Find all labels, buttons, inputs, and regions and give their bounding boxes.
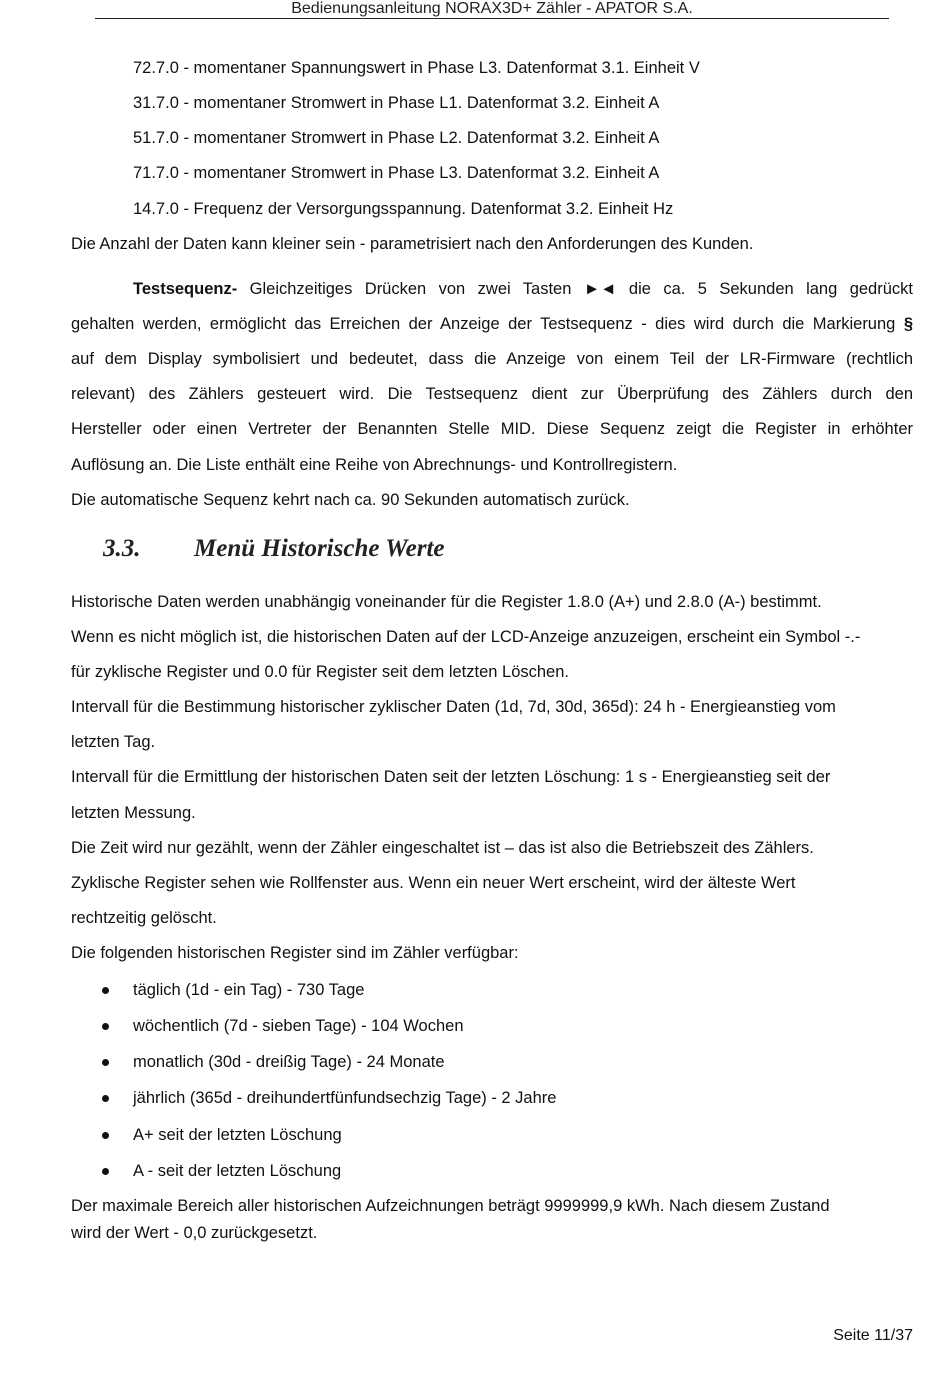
paragraph-line: Intervall für die Ermittlung der historischen Daten seit der letzten Löschung: 1 s - Energieanstieg seit der <box>71 768 831 786</box>
testsequence-line-1 <box>133 279 913 299</box>
paragraph-line: letzten Tag. <box>71 733 156 751</box>
list-item: täglich (1d - ein Tag) - 730 Tage <box>133 981 365 999</box>
page-number: Seite 11/37 <box>833 1327 913 1344</box>
section-mark: § <box>903 315 913 333</box>
section-title: Menü Historische Werte <box>194 535 445 562</box>
paragraph-line: Die Zeit wird nur gezählt, wenn der Zähler eingeschaltet ist – das ist also die Betriebszeit des Zählers. <box>71 839 814 857</box>
register-line: 72.7.0 - momentaner Spannungswert in Phase L3. Datenformat 3.1. Einheit V <box>133 59 700 77</box>
testsequence-line-2 <box>71 314 913 334</box>
register-line: 71.7.0 - momentaner Stromwert in Phase L3. Datenformat 3.2. Einheit A <box>133 164 660 182</box>
paragraph-line: Historische Daten werden unabhängig voneinander für die Register 1.8.0 (A+) und 2.8.0 (A-) bestimmt. <box>71 593 822 611</box>
bullet-dot <box>102 1168 109 1175</box>
bullet-dot <box>102 1023 109 1030</box>
testsequence-line-3: auf dem Display symbolisiert und bedeutet, dass die Anzeige von einem Teil der LR-Firmware (rechtlich <box>71 350 913 368</box>
paragraph-line: Wenn es nicht möglich ist, die historischen Daten auf der LCD-Anzeige anzuzeigen, erscheint ein Symbol -.- <box>71 628 861 646</box>
bullet-dot <box>102 1059 109 1066</box>
data-count-note: Die Anzahl der Daten kann kleiner sein - parametrisiert nach den Anforderungen des Kunden. <box>71 235 754 253</box>
paragraph-line: letzten Messung. <box>71 804 196 822</box>
register-line: 14.7.0 - Frequenz der Versorgungsspannung. Datenformat 3.2. Einheit Hz <box>133 200 674 218</box>
testsequence-text: Gleichzeitiges Drücken von zwei Tasten ►◄ die ca. 5 Sekunden lang gedrückt <box>249 280 913 298</box>
list-item: monatlich (30d - dreißig Tage) - 24 Monate <box>133 1053 445 1071</box>
auto-return-note: Die automatische Sequenz kehrt nach ca. 90 Sekunden automatisch zurück. <box>71 491 630 509</box>
final-line: Der maximale Bereich aller historischen Aufzeichnungen beträgt 9999999,9 kWh. Nach diesem Zustand <box>71 1197 830 1215</box>
final-line: wird der Wert - 0,0 zurückgesetzt. <box>71 1224 318 1242</box>
paragraph-line: Intervall für die Bestimmung historischer zyklischer Daten (1d, 7d, 30d, 365d): 24 h - Energieanstieg vom <box>71 698 836 716</box>
list-item: wöchentlich (7d - sieben Tage) - 104 Wochen <box>133 1017 464 1035</box>
register-line: 51.7.0 - momentaner Stromwert in Phase L2. Datenformat 3.2. Einheit A <box>133 129 660 147</box>
testsequence-line-6: Auflösung an. Die Liste enthält eine Reihe von Abrechnungs- und Kontrollregistern. <box>71 456 678 474</box>
page-header: Bedienungsanleitung NORAX3D+ Zähler - APATOR S.A. <box>95 0 889 19</box>
paragraph-line: Zyklische Register sehen wie Rollfenster aus. Wenn ein neuer Wert erscheint, wird der älteste Wert <box>71 874 796 892</box>
section-number: 3.3. <box>103 535 141 562</box>
testsequence-line-5: Hersteller oder einen Vertreter der Benannten Stelle MID. Diese Sequenz zeigt die Register in erhöhter <box>71 420 913 438</box>
list-item: A - seit der letzten Löschung <box>133 1162 342 1180</box>
bullet-dot <box>102 1132 109 1139</box>
list-item: A+ seit der letzten Löschung <box>133 1126 342 1144</box>
bullet-dot <box>102 1095 109 1102</box>
paragraph-line: für zyklische Register und 0.0 für Register seit dem letzten Löschen. <box>71 663 569 681</box>
testsequence-line-4: relevant) des Zählers gesteuert wird. Die Testsequenz dient zur Überprüfung des Zählers durch den <box>71 385 913 403</box>
paragraph-line: Die folgenden historischen Register sind im Zähler verfügbar: <box>71 944 519 962</box>
list-item: jährlich (365d - dreihundertfünfundsechzig Tage) - 2 Jahre <box>133 1089 557 1107</box>
paragraph-line: rechtzeitig gelöscht. <box>71 909 217 927</box>
register-line: 31.7.0 - momentaner Stromwert in Phase L1. Datenformat 3.2. Einheit A <box>133 94 660 112</box>
testsequence-label: Testsequenz- <box>133 280 238 298</box>
testsequence-text: gehalten werden, ermöglicht das Erreichen der Anzeige der Testsequenz - dies wird durch die Markierung <box>71 315 896 333</box>
bullet-dot <box>102 987 109 994</box>
